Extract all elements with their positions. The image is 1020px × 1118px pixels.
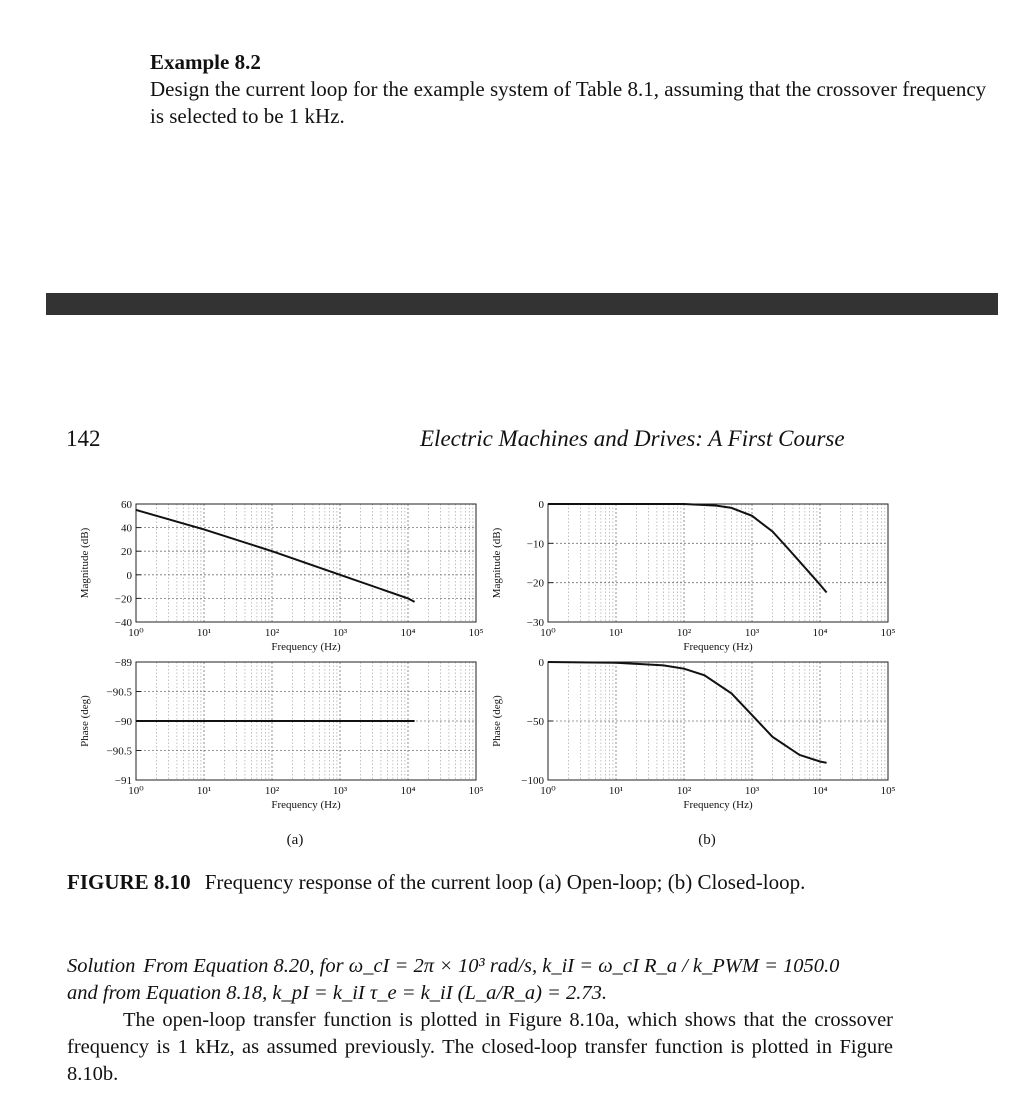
- x-tick-label: 10³: [332, 627, 348, 639]
- x-tick-label: 10²: [676, 785, 692, 797]
- figure-caption: [67, 870, 805, 895]
- plot-frame: [548, 504, 888, 622]
- y-tick-label: −30: [526, 617, 544, 629]
- x-axis-label: Frequency (Hz): [271, 641, 341, 653]
- chart-closed-loop-phase: [491, 657, 896, 811]
- solution-line-1: From Equation 8.20, for ω_cI = 2π × 10³ rad/s, k_iI = ω_cI R_a / k_PWM = 1050.0: [143, 955, 840, 977]
- chart-closed-loop-magnitude: [491, 499, 896, 653]
- series-line: [548, 504, 827, 593]
- x-tick-label: 10¹: [608, 627, 624, 639]
- x-tick-label: 10¹: [608, 785, 624, 797]
- x-axis-label: Frequency (Hz): [271, 799, 341, 811]
- x-tick-label: 10¹: [196, 627, 212, 639]
- y-axis-label: Phase (deg): [491, 695, 503, 747]
- y-tick-label: −100: [521, 775, 544, 787]
- x-axis-label: Frequency (Hz): [683, 799, 753, 811]
- x-axis-label: Frequency (Hz): [683, 641, 753, 653]
- solution-para-2: The open-loop transfer function is plotted in Figure 8.10a, which shows that the crossover frequency is 1 kHz, as assumed previously. The closed-loop transfer function is plotted in Figure 8.10b.: [67, 1009, 893, 1085]
- x-tick-label: 10⁴: [812, 627, 828, 639]
- y-tick-label: −40: [114, 617, 132, 629]
- x-tick-label: 10⁰: [128, 785, 144, 797]
- x-tick-label: 10⁰: [540, 785, 556, 797]
- chart-open-loop-phase: [79, 657, 484, 811]
- y-tick-label: 0: [538, 657, 544, 669]
- x-tick-label: 10¹: [196, 785, 212, 797]
- x-tick-label: 10²: [264, 785, 280, 797]
- panel-b-label: (b): [698, 832, 716, 848]
- page-divider-bar: [46, 293, 998, 315]
- x-tick-label: 10⁵: [880, 627, 896, 639]
- x-tick-label: 10⁴: [812, 785, 828, 797]
- y-tick-label: −90.5: [106, 745, 132, 758]
- y-axis-label: Magnitude (dB): [79, 527, 91, 599]
- x-tick-label: 10³: [744, 627, 760, 639]
- y-tick-label: −90: [114, 716, 132, 728]
- x-tick-label: 10⁴: [400, 627, 416, 639]
- solution-para-1: [67, 953, 893, 1007]
- chart-open-loop-magnitude: [79, 499, 484, 653]
- y-axis-label: Phase (deg): [79, 695, 91, 747]
- solution-line-2: and from Equation 8.18, k_pI = k_iI τ_e = k_iI (L_a/R_a) = 2.73.: [67, 982, 608, 1004]
- y-tick-label: −20: [114, 593, 132, 606]
- running-head: Electric Machines and Drives: A First Course: [420, 426, 845, 451]
- y-tick-label: −90.5: [106, 686, 132, 699]
- page-number: 142: [66, 426, 101, 451]
- y-tick-label: 60: [121, 499, 132, 511]
- y-tick-label: −91: [114, 775, 132, 787]
- x-tick-label: 10⁵: [468, 627, 484, 639]
- y-tick-label: 20: [121, 546, 132, 559]
- x-tick-label: 10⁴: [400, 785, 416, 797]
- figure-8-10: [60, 488, 960, 858]
- x-tick-label: 10⁵: [880, 785, 896, 797]
- x-tick-label: 10³: [744, 785, 760, 797]
- y-axis-label: Magnitude (dB): [491, 527, 503, 599]
- y-tick-label: 0: [126, 569, 132, 582]
- series-line: [136, 510, 415, 602]
- solution-label: Solution: [67, 955, 136, 977]
- x-tick-label: 10²: [264, 627, 280, 639]
- x-tick-label: 10²: [676, 627, 692, 639]
- panel-a-label: (a): [286, 832, 304, 848]
- x-tick-label: 10³: [332, 785, 348, 797]
- y-tick-label: −10: [526, 538, 544, 551]
- x-tick-label: 10⁰: [540, 627, 556, 639]
- y-tick-label: −89: [114, 657, 132, 669]
- figure-label: FIGURE 8.10: [67, 870, 191, 894]
- y-tick-label: −50: [526, 716, 544, 728]
- solution-block: [67, 953, 893, 1088]
- y-tick-label: −20: [526, 577, 544, 590]
- y-tick-label: 0: [538, 499, 544, 511]
- x-tick-label: 10⁵: [468, 785, 484, 797]
- series-line: [548, 662, 827, 763]
- example-title: Example 8.2: [150, 50, 261, 74]
- example-text: Design the current loop for the example system of Table 8.1, assuming that the crossover frequency is selected to be 1 kHz.: [150, 77, 987, 128]
- y-tick-label: 40: [121, 522, 132, 535]
- x-tick-label: 10⁰: [128, 627, 144, 639]
- figure-caption-text: Frequency response of the current loop (a) Open-loop; (b) Closed-loop.: [204, 870, 806, 894]
